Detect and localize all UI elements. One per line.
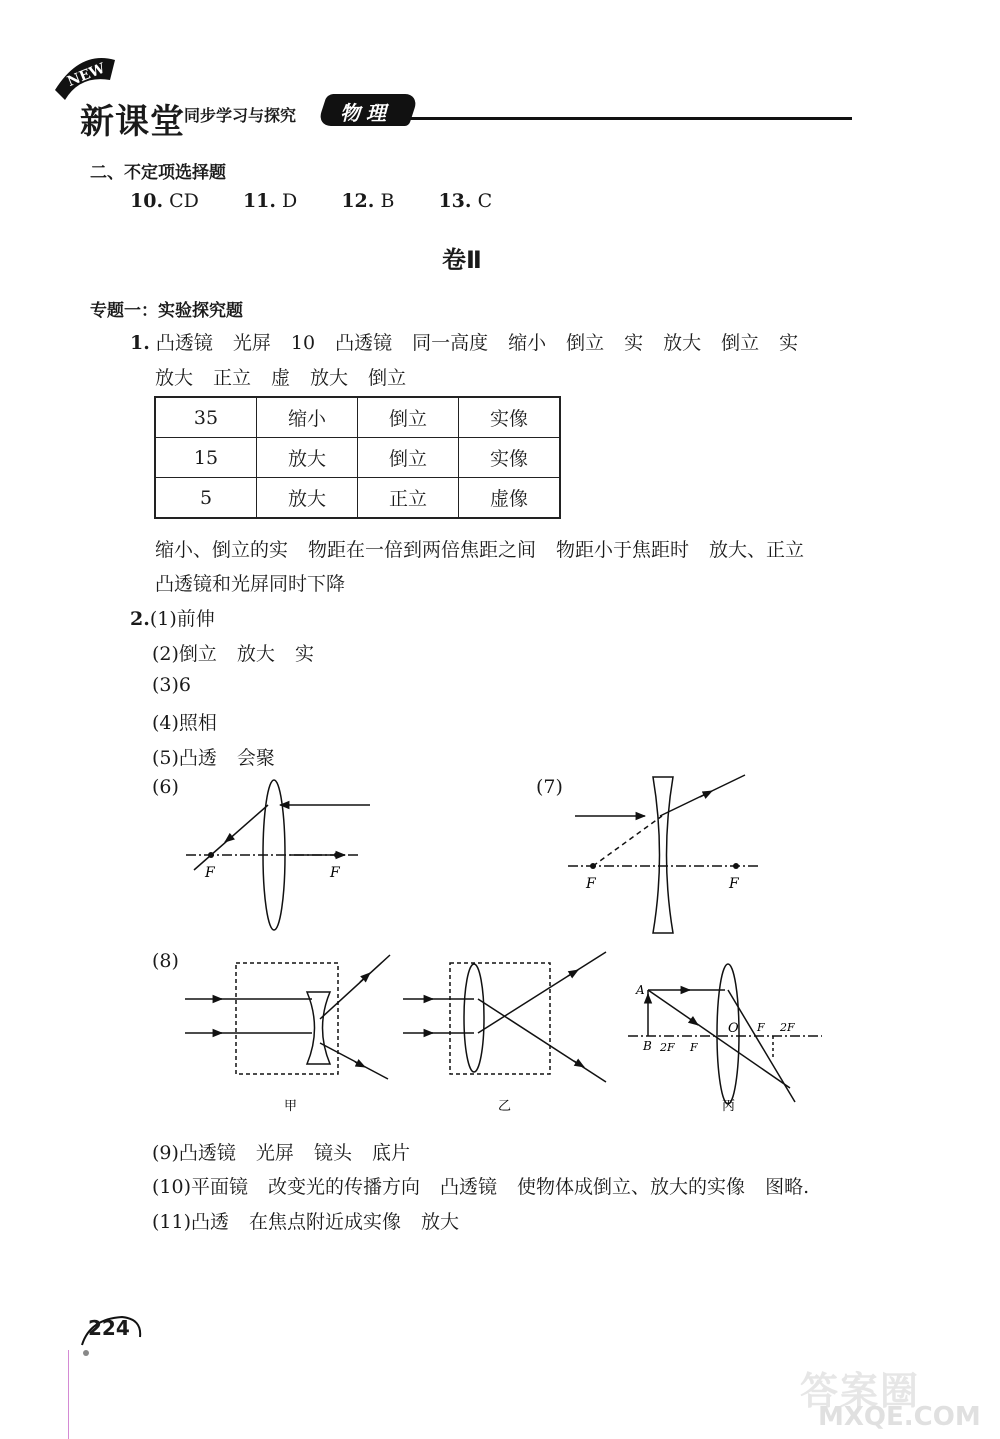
fig8a-ray-top-out xyxy=(320,955,390,1019)
fig8b-ray-bottom-out xyxy=(478,952,606,1033)
q1-number: 1. xyxy=(130,332,150,354)
fig8a-caption: 甲 xyxy=(284,1099,298,1114)
fig8c-caption: 丙 xyxy=(722,1099,736,1114)
fig8b-ray-top-out xyxy=(478,999,606,1082)
watermark-text: 答案圈 xyxy=(800,1369,921,1413)
fig7-lens xyxy=(653,777,673,933)
q2-p1: 2.(1)前伸 xyxy=(130,608,215,630)
fig7-ray-arrow xyxy=(700,791,712,797)
fig8b-caption: 乙 xyxy=(498,1099,512,1114)
q2-p4: (4)照相 xyxy=(152,712,217,734)
table-row: 15 放大 倒立 实像 xyxy=(155,438,560,478)
fig8c-label-f-right: F xyxy=(757,1021,765,1034)
q1-line1: 1. 凸透镜 光屏 10 凸透镜 同一高度 缩小 倒立 实 放大 倒立 实 xyxy=(130,332,799,354)
fig6-f-right: F xyxy=(330,865,340,881)
brand-subtitle: 同步学习与探究 xyxy=(184,106,297,125)
q1-after2: 凸透镜和光屏同时下降 xyxy=(155,573,346,595)
answer-12: 12. B xyxy=(341,190,395,212)
fig8a-diagram xyxy=(185,955,390,1079)
topic1-title: 专题一：实验探究题 xyxy=(90,301,243,321)
fig6-refracted-ray xyxy=(194,805,268,870)
q2-p9: (9)凸透镜 光屏 镜头 底片 xyxy=(152,1142,410,1164)
fig8b-diagram xyxy=(403,952,606,1082)
fig8c-label-a: A xyxy=(636,983,645,997)
fig6-f-left: F xyxy=(205,865,215,881)
fig6-focus-left xyxy=(208,852,214,858)
fig8c-label-b: B xyxy=(643,1039,652,1053)
brand-title: 新课堂 xyxy=(80,102,185,142)
fig7-f-left: F xyxy=(586,876,596,892)
fig7-virtual-ray xyxy=(593,816,662,866)
page-number: 224 xyxy=(88,1316,130,1340)
answer-11: 11. D xyxy=(242,190,298,212)
fig6-focus-right xyxy=(334,852,340,858)
fig6-label: (6) xyxy=(152,776,179,798)
answer-13: 13. C xyxy=(438,190,493,212)
q2-p11: (11)凸透 在焦点附近成实像 放大 xyxy=(152,1211,460,1233)
fig8b-lens xyxy=(464,964,484,1072)
q2-p10: (10)平面镜 改变光的传播方向 凸透镜 使物体成倒立、放大的实像 图略. xyxy=(152,1176,810,1198)
answer-10: 10. CD xyxy=(130,190,199,212)
fig8c-label-2f-left: 2F xyxy=(660,1041,675,1054)
table-row: 35 缩小 倒立 实像 xyxy=(155,397,560,438)
q2-p2: (2)倒立 放大 实 xyxy=(152,643,314,665)
margin-line xyxy=(68,1350,69,1439)
q2-p5: (5)凸透 会聚 xyxy=(152,747,275,769)
q2-p3: (3)6 xyxy=(152,674,192,696)
fig8c-diagram xyxy=(628,964,822,1104)
fig7-label: (7) xyxy=(536,776,563,798)
q1-after1: 缩小、倒立的实 物距在一倍到两倍焦距之间 物距小于焦距时 放大、正立 xyxy=(155,539,805,561)
subject-label: 物理 xyxy=(340,101,392,125)
fig7-focus-right xyxy=(733,863,739,869)
fig7-focus-left xyxy=(590,863,596,869)
q1-line2: 放大 正立 虚 放大 倒立 xyxy=(155,367,407,389)
fig8a-lens xyxy=(307,992,330,1064)
fig7-f-right: F xyxy=(729,876,739,892)
fig8c-label-f-left: F xyxy=(690,1041,698,1054)
watermark-url: MXQE.COM xyxy=(818,1402,981,1432)
fig8c-label-o: O xyxy=(728,1021,739,1036)
volume-title: 卷Ⅱ xyxy=(442,246,482,274)
fig7-concave-lens-diagram xyxy=(568,775,760,933)
fig8c-label-2f-right: 2F xyxy=(780,1021,795,1034)
fig8-label: (8) xyxy=(152,950,179,972)
section2-title: 二、不定项选择题 xyxy=(90,163,226,183)
badge-text: NEW xyxy=(65,60,108,91)
table-row: 5 放大 正立 虚像 xyxy=(155,478,560,519)
